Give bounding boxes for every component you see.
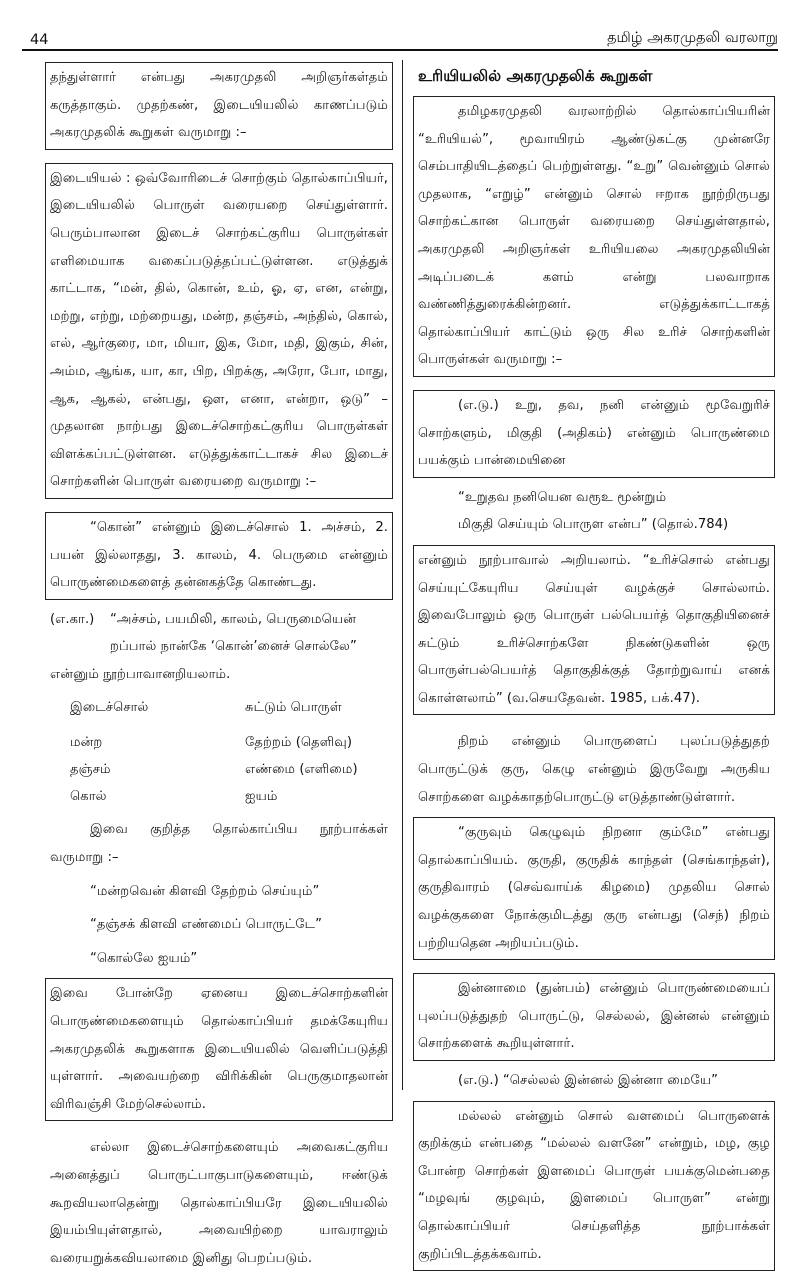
right-para-7: மல்லல் என்னும் சொல் வளமைப் பொருளைக் குறிக்கும் என்பதை “மல்லல் வளனே” என்றும், மழ, குழ போன்ற சொற்கள் இளமைப் பொருள் பயக்குமென்பதை “மழவுங் குழவும், இளமைப் பொருள” என்று தொல்காப்பியர் செய்தளித்த நூற்பாக்கள் குறிப்பிடத்தக்கவாம். — [418, 1108, 770, 1262]
innamai-box — [413, 973, 775, 1061]
header-rule — [22, 49, 778, 51]
left-column — [50, 62, 388, 1272]
left-para-6: எல்லா இடைச்சொற்களையும் அவைகட்குரிய அனைத்துப் பொருட்பாகுபாடுகளையும், ஈண்டுக் கூறவியலாதென்று தொல்காப்பியரே இடையியலில் இயம்பியுள்ளதால், அவையிற்றை யாவராலும் வரையறுக்கவியலாமை இனிது பெறப்படும். — [50, 1140, 388, 1266]
quote-line-1: “உறுதவ நனியென வரூஉ மூன்றும் — [458, 489, 667, 505]
example-box — [413, 390, 775, 478]
sutra-line: “கொல்லே ஐயம்” — [90, 950, 198, 966]
uru-quote — [418, 484, 770, 539]
right-column — [418, 62, 770, 1271]
running-title: தமிழ் அகரமுதலி வரலாறு — [607, 30, 778, 46]
quote-line-2: மிகுதி செய்யும் பொருள என்ப” (தொல்.784) — [458, 517, 729, 533]
table-header: இடைச்சொல் — [70, 700, 149, 716]
table-cell: மன்ற — [70, 735, 103, 751]
section-heading: உரியியலில் அகரமுதலிக் கூறுகள் — [418, 67, 653, 85]
quote-line-2: றப்பால் நான்கே ‘கொன்’னைச் சொல்லே” — [110, 639, 357, 655]
right-para-2: (எ.டு.) உறு, தவ, நனி என்னும் மூவேறுரிச் சொற்களும், மிகுதி (அதிகம்) என்னும் பொருண்மை பயக்கும் பான்மையினை — [418, 397, 770, 469]
urichol-box — [413, 545, 775, 716]
left-para-3: “கொன்” என்னும் இடைச்சொல் 1. அச்சம், 2. பயன் இல்லாதது, 3. காலம், 4. பெருமை என்னும் பொருண்மைகளைத் தன்னகத்தே கொண்டது. — [50, 519, 388, 591]
page-number: 44 — [30, 32, 49, 48]
particle-meaning-table — [50, 694, 388, 810]
left-para-4: இவை குறித்த தொல்காப்பிய நூற்பாக்கள் வருமாறு :– — [50, 822, 388, 866]
table-header: சுட்டும் பொருள் — [245, 700, 342, 716]
left-para-1: தந்துள்ளார் என்பது அகரமுதலி அறிஞர்கள்தம் கருத்தாகும். முதற்கண், இடையியலில் காணப்படும் அகரமுதலிக் கூறுகள் வருமாறு :– — [50, 70, 388, 141]
kon-quote — [50, 606, 388, 689]
sellal-example: (எ.டு.) “செல்லல் இன்னல் இன்னா மையே” — [458, 1073, 718, 1088]
right-para-5: “குருவும் கெழுவும் நிறனா கும்மே” என்பது தொல்காப்பியம். குருதி, குருதிக் காந்தள் (செங்காந்தள்), குருதிவாரம் (செவ்வாய்க் கிழமை) முதலிய சொல் வழக்குகளை நோக்குமிடத்து குரு என்பது (செந்) நிறம் பற்றியதென அறியப்படும். — [418, 825, 770, 951]
sutra-line: “தஞ்சக் கிளவி எண்மைப் பொருட்டே” — [90, 917, 322, 933]
kuru-box — [413, 817, 775, 960]
kon-box — [45, 512, 393, 600]
particles-box — [45, 163, 393, 499]
table-cell: எண்மை (எளிமை) — [245, 762, 358, 778]
quote-line-1: “அச்சம், பயமிலி, காலம், பெருமையென் — [110, 611, 357, 627]
uriyiyal-box — [413, 96, 775, 377]
right-para-3: என்னும் நூற்பாவால் அறியலாம். “உரிச்சொல் என்பது செய்யுட்கேயுரிய செய்யுள் வழக்குச் சொல்லாம். இவைபோலும் ஒரு பொருள் பல்பெயர்த் தொகுதியினைச் சுட்டும் உரிச்சொற்களே நிகண்டுகளின் ஒரு பொருள்பல்பெயர்த் தொகுதிக்குத் தோற்றுவாய் எனக் கொள்ளலாம்” (வ.செயதேவன். 1985, பக்.47). — [418, 552, 770, 706]
sutra-line: “மன்றவென் கிளவி தேற்றம் செய்யும்” — [90, 883, 320, 899]
right-para-1: தமிழகரமுதலி வரலாற்றில் தொல்காப்பியரின் “உரியியல்”, மூவாயிரம் ஆண்டுகட்கு முன்னரே செம்பாதியிடத்தைப் பெற்றுள்ளது. “உறு” வென்னும் சொல் முதலாக, “எறுழ்” என்னும் சொல் ஈறாக நூற்றிருபது சொற்கட்கான பொருள் வரையறை செய்துள்ளதால், அகரமுதலி அறிஞர்கள் உரியியலை அகரமுதலியின் அடிப்படைக் களம் என்று பலவாறாக வண்ணித்துரைக்கின்றனர். எடுத்துக்காட்டாகத் தொல்காப்பியர் காட்டும் ஒரு சில உரிச் சொற்களின் பொருள்கள் வருமாறு :– — [418, 104, 770, 368]
table-cell: தேற்றம் (தெளிவு) — [245, 735, 353, 751]
quote-source: என்னும் நூற்பாவானறியலாம். — [50, 666, 231, 682]
intro-box — [45, 62, 393, 150]
right-para-6: இன்னாமை (துன்பம்) என்னும் பொருண்மையைப் புலப்படுத்துதற் பொருட்டு, செல்லல், இன்னல் என்னும் சொற்களைக் கூறியுள்ளார். — [418, 981, 770, 1052]
column-divider — [402, 60, 403, 1090]
sutra-list — [50, 878, 388, 973]
table-cell: தஞ்சம் — [70, 762, 111, 778]
right-para-4: நிறம் என்னும் பொருளைப் புலப்படுத்துதற் பொருட்டுக் குரு, கெழு என்னும் இருவேறு அருகிய சொற்களை வழக்காதற்பொருட்டு எடுத்தாண்டுள்ளார். — [418, 734, 770, 805]
mallal-box — [413, 1101, 775, 1272]
page-header — [30, 22, 778, 48]
table-cell: ஐயம் — [245, 789, 278, 805]
left-para-5: இவை போன்றே ஏனைய இடைச்சொற்களின் பொருண்மைகளையும் தொல்காப்பியர் தமக்கேயுரிய அகரமுதலிக் கூறுகளாக இடையியலில் வெளிப்படுத்தி யுள்ளார். அவையற்றை விரிக்கின் பெருகுமாதலான் விரிவஞ்சி மேற்செல்லாம். — [50, 986, 388, 1112]
left-para-2: இடையியல் : ஒவ்வோரிடைச் சொற்கும் தொல்காப்பியர், இடையியலில் பொருள் வரையறை செய்துள்ளார். பெரும்பாலான இடைச் சொற்கட்குரிய பொருள்கள் எளிமையாக வகைப்படுத்தப்பட்டுள்ளன. எடுத்துக் காட்டாக, “மன், தில், கொன், உம், ஓ, ஏ, என, என்று, மற்று, எற்று, மற்றையது, மன்ற, தஞ்சம், அந்தில், கொல், எல், ஆர்குரை, மா, மியா, இக, மோ, மதி, இகும், சின், அம்ம, ஆங்க, யா, கா, பிற, பிறக்கு, அரோ, போ, மாது, ஆக, ஆகல், என்பது, ஔ, எனா, என்றா, ஒடு” – முதலான நாற்பது இடைச்சொற்கட்குரிய பொருள்கள் விளக்கப்பட்டுள்ளன. எடுத்துக்காட்டாகச் சில இடைச் சொற்களின் பொருள் வரையறை வருமாறு :– — [50, 170, 388, 490]
example-label: (எ.கா.) — [50, 611, 95, 627]
table-cell: கொல் — [70, 789, 107, 805]
